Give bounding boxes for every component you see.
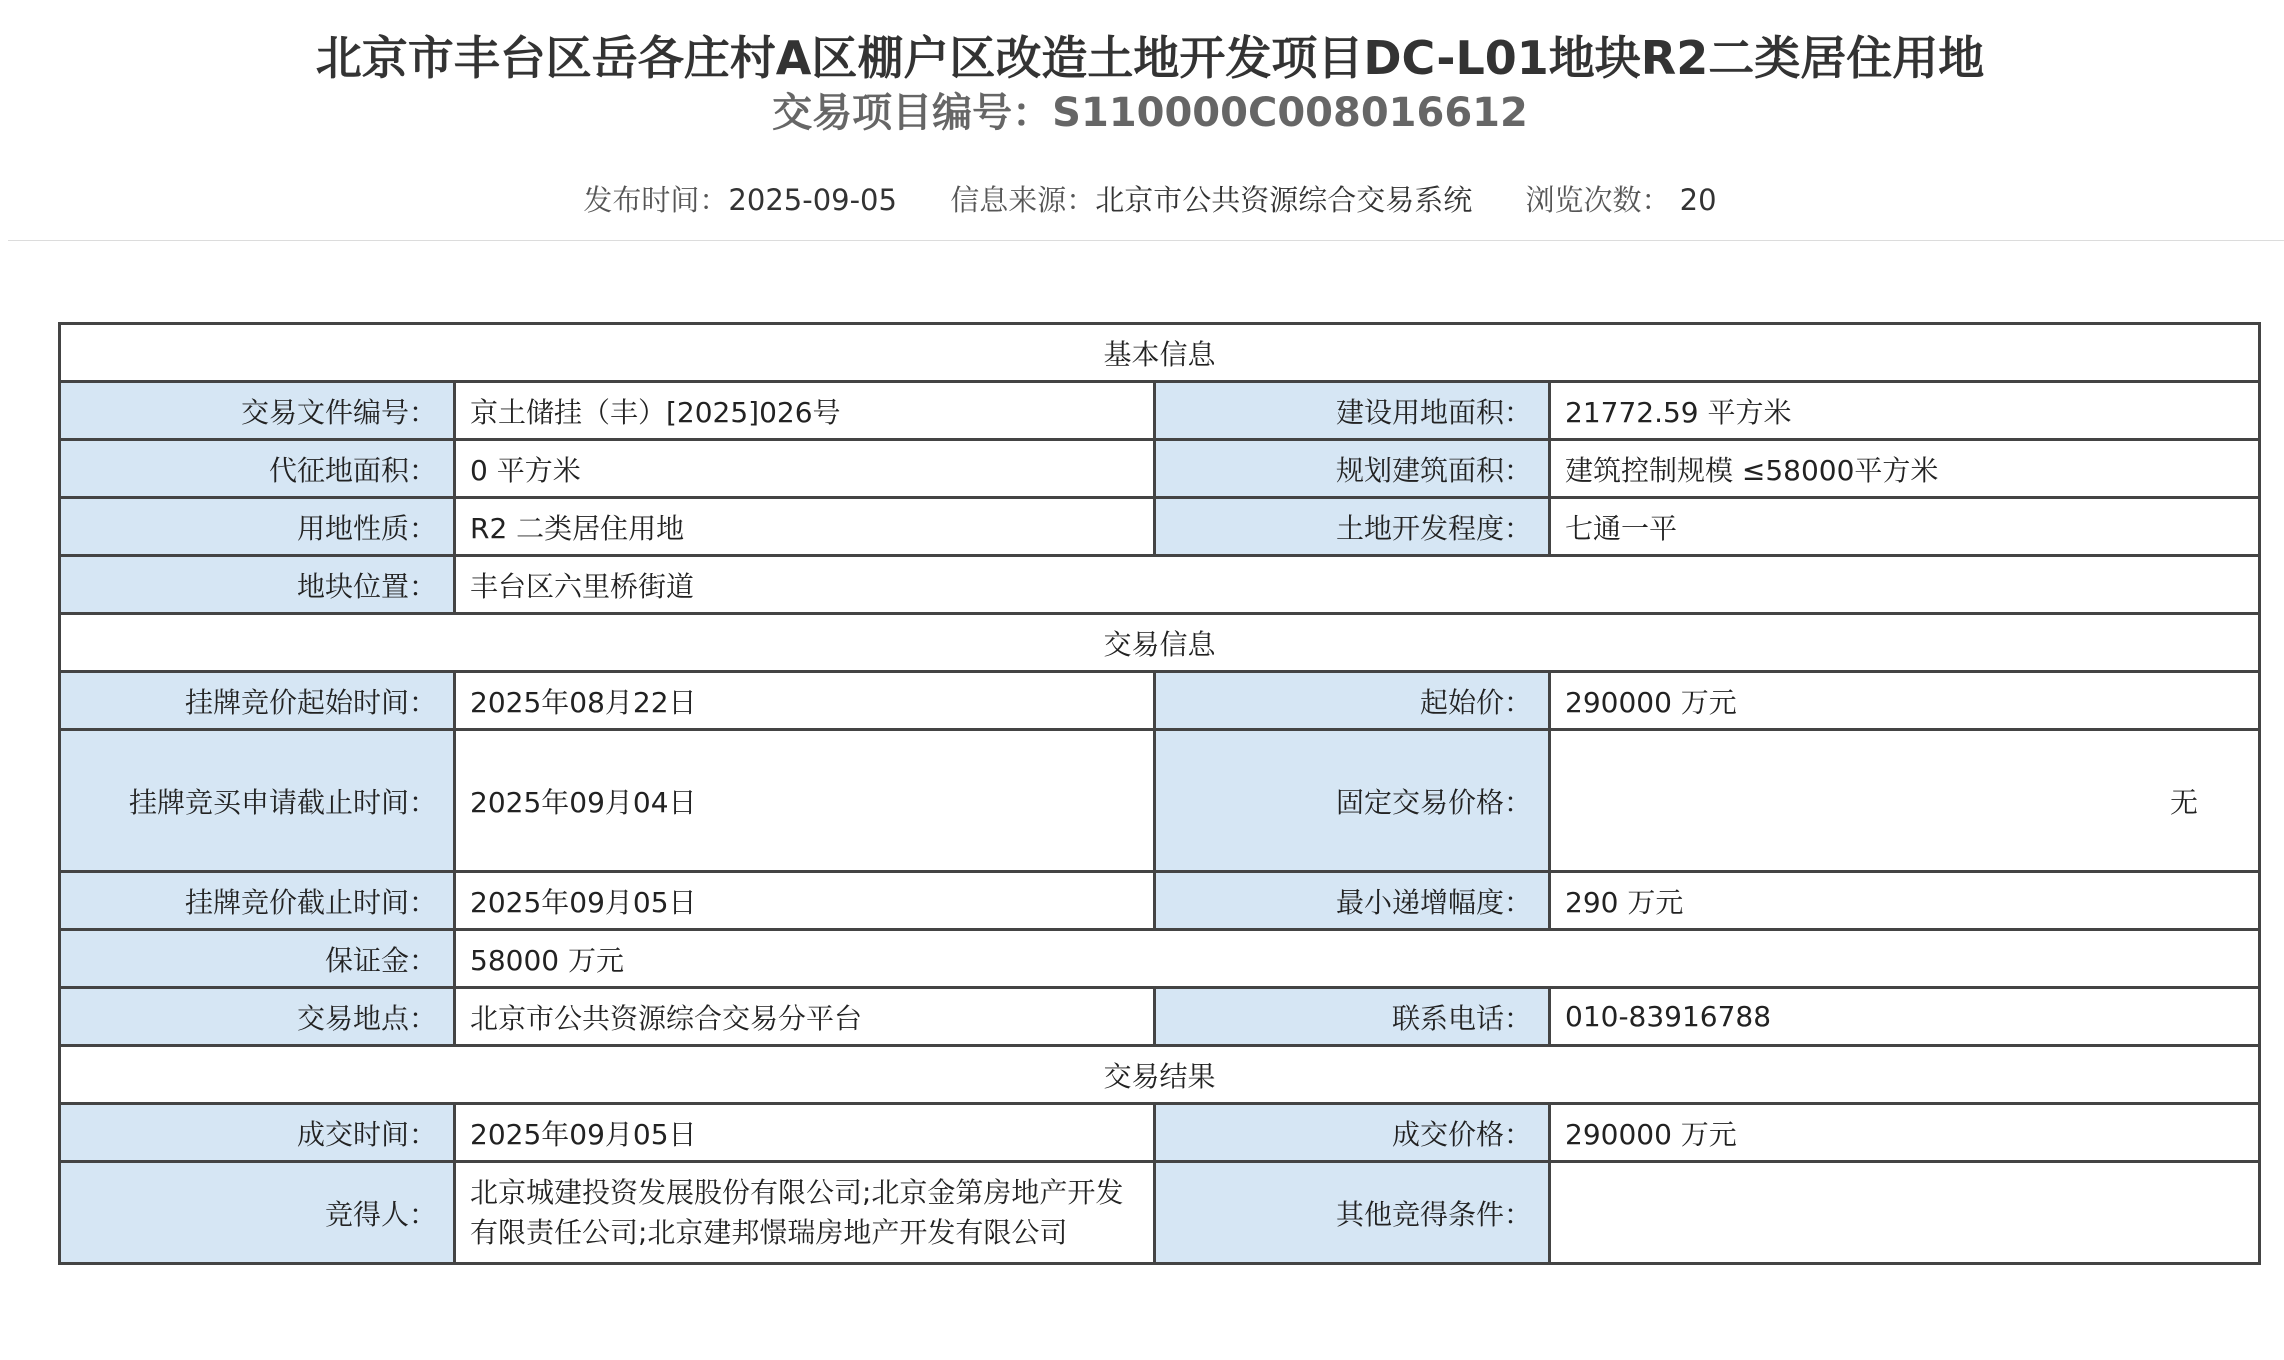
phone-label: 联系电话：: [1155, 988, 1550, 1046]
deal-time-label: 成交时间：: [60, 1104, 455, 1162]
source-value: 北京市公共资源综合交易系统: [1095, 183, 1473, 217]
min-increment-label: 最小递增幅度：: [1155, 872, 1550, 930]
start-price-label: 起始价：: [1155, 672, 1550, 730]
winner-label: 竞得人：: [60, 1162, 455, 1264]
venue-label: 交易地点：: [60, 988, 455, 1046]
deal-time-value: 2025年09月05日: [455, 1104, 1155, 1162]
bid-deadline-label: 挂牌竞价截止时间：: [60, 872, 455, 930]
views-label: 浏览次数：: [1525, 183, 1671, 217]
table-row: [60, 382, 2260, 440]
fixed-price-label: 固定交易价格：: [1155, 730, 1550, 872]
deal-price-label: 成交价格：: [1155, 1104, 1550, 1162]
section-basic: 基本信息: [60, 324, 2260, 382]
project-number-label: 交易项目编号：: [772, 90, 1053, 136]
file-no-value: 京土储挂（丰）[2025]026号: [455, 382, 1155, 440]
table-row: [60, 930, 2260, 988]
views-info: [1525, 183, 1716, 217]
phone-value: 010-83916788: [1550, 988, 2260, 1046]
table-row: [60, 988, 2260, 1046]
table-row: [60, 730, 2260, 872]
winner-line-2: 有限责任公司;北京建邦憬瑞房地产开发有限公司: [470, 1215, 1068, 1249]
table-row: [60, 440, 2260, 498]
table-row: [60, 498, 2260, 556]
page-title: 北京市丰台区岳各庄村A区棚户区改造土地开发项目DC-L01地块R2二类居住用地: [315, 31, 1985, 85]
levy-area-value: 0 平方米: [455, 440, 1155, 498]
land-use-label: 用地性质：: [60, 498, 455, 556]
file-no-label: 交易文件编号：: [60, 382, 455, 440]
section-result: 交易结果: [60, 1046, 2260, 1104]
table-row: [60, 1162, 2260, 1264]
start-time-value: 2025年08月22日: [455, 672, 1155, 730]
apply-deadline-value: 2025年09月04日: [455, 730, 1155, 872]
winner-value: [455, 1162, 1155, 1264]
land-area-value: 21772.59 平方米: [1550, 382, 2260, 440]
project-number: [0, 88, 2284, 138]
project-number-value: S110000C008016612: [1052, 90, 1528, 136]
publish-label: 发布时间：: [583, 183, 729, 217]
table-row: [60, 556, 2260, 614]
section-row: [60, 1046, 2260, 1104]
source-label: 信息来源：: [950, 183, 1096, 217]
deposit-label: 保证金：: [60, 930, 455, 988]
fixed-price-value: 无: [1550, 730, 2260, 872]
winner-line-1: 北京城建投资发展股份有限公司;北京金第房地产开发: [470, 1175, 1124, 1209]
min-increment-value: 290 万元: [1550, 872, 2260, 930]
section-row: [60, 324, 2260, 382]
dev-level-value: 七通一平: [1550, 498, 2260, 556]
land-use-value: R2 二类居住用地: [455, 498, 1155, 556]
views-count: 20: [1679, 183, 1717, 217]
apply-deadline-label: 挂牌竞买申请截止时间：: [60, 730, 455, 872]
land-info-table: [58, 322, 2261, 1265]
building-area-value: 建筑控制规模 ≤58000平方米: [1550, 440, 2260, 498]
deposit-value: 58000 万元: [455, 930, 2260, 988]
venue-value: 北京市公共资源综合交易分平台: [455, 988, 1155, 1046]
other-conditions-label: 其他竞得条件：: [1155, 1162, 1550, 1264]
levy-area-label: 代征地面积：: [60, 440, 455, 498]
deal-price-value: 290000 万元: [1550, 1104, 2260, 1162]
other-conditions-value: [1550, 1162, 2260, 1264]
source-info: [950, 183, 1472, 217]
location-value: 丰台区六里桥街道: [455, 556, 2260, 614]
land-area-label: 建设用地面积：: [1155, 382, 1550, 440]
section-row: [60, 614, 2260, 672]
table-row: [60, 1104, 2260, 1162]
bid-deadline-value: 2025年09月05日: [455, 872, 1155, 930]
header-divider: [8, 240, 2284, 241]
publish-date: 2025-09-05: [728, 183, 897, 217]
section-trade: 交易信息: [60, 614, 2260, 672]
table-row: [60, 672, 2260, 730]
building-area-label: 规划建筑面积：: [1155, 440, 1550, 498]
start-price-value: 290000 万元: [1550, 672, 2260, 730]
start-time-label: 挂牌竞价起始时间：: [60, 672, 455, 730]
location-label: 地块位置：: [60, 556, 455, 614]
publish-info: [583, 183, 897, 217]
dev-level-label: 土地开发程度：: [1155, 498, 1550, 556]
table-row: [60, 872, 2260, 930]
meta-info: [0, 178, 2284, 222]
